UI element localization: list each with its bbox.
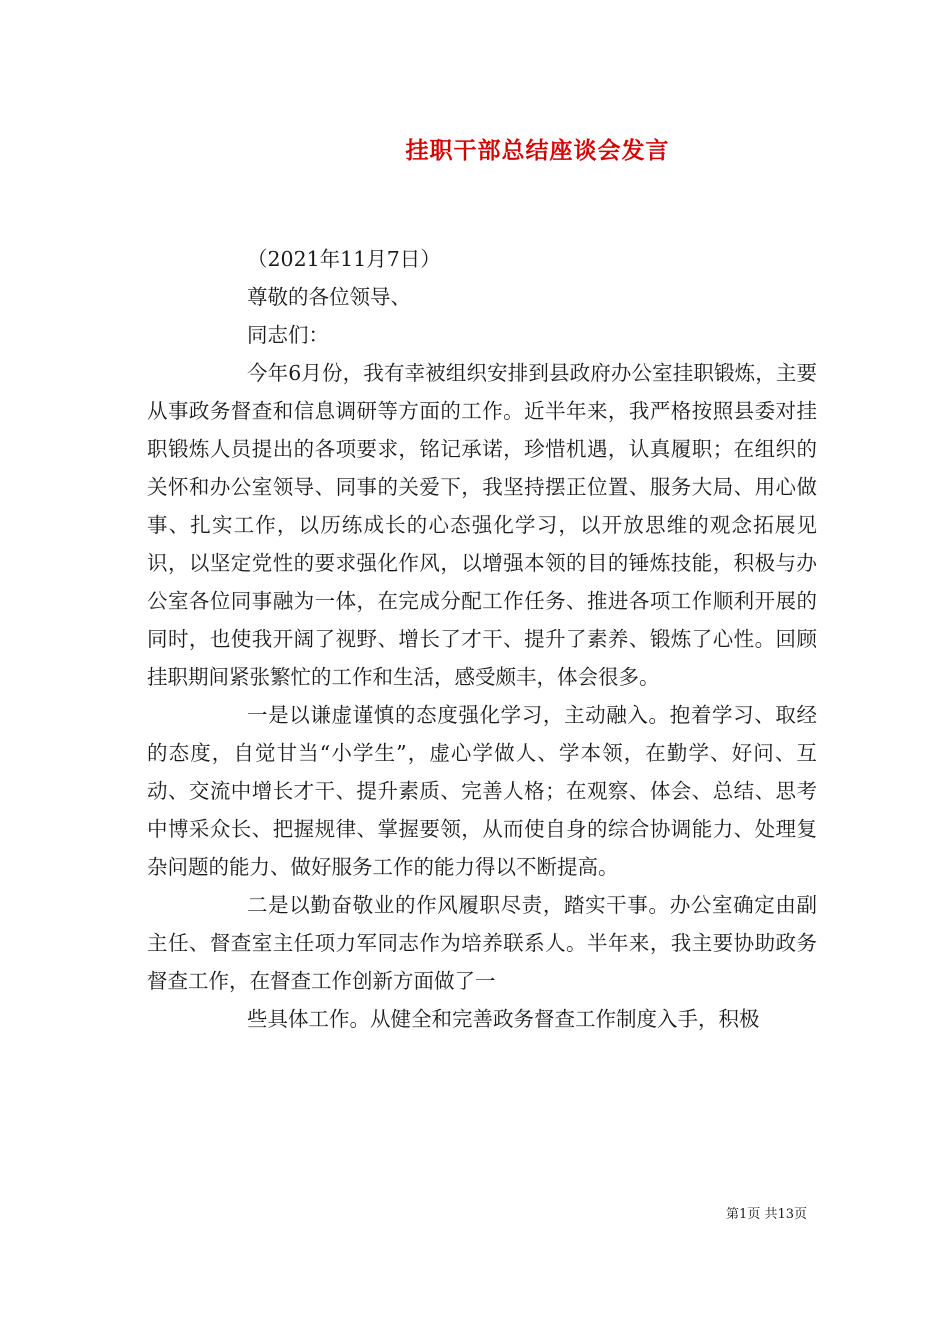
paragraph-point-two: 二是以勤奋敬业的作风履职尽责，踏实干事。办公室确定由副主任、督查室主任项力军同志作为培养联系人。半年来，我主要协助政务督查工作，在督查工作创新方面做了一 bbox=[147, 893, 817, 993]
salutation-line-2: 同志们： bbox=[247, 323, 329, 347]
date-line: （2021年11月7日） bbox=[247, 247, 441, 271]
document-title: 挂职干部总结座谈会发言 bbox=[405, 137, 670, 164]
paragraph-point-one: 一是以谦虚谨慎的态度强化学习，主动融入。抱着学习、取经的态度，自觉甘当“小学生”，虚心学做人、学本领，在勤学、好问、互动、交流中增长才干、提升素质、完善人格；在观察、体会、总结、思考中博采众长、把握规律、掌握要领，从而使自身的综合协调能力、处理复杂问题的能力、做好服务工作的能力得以不断提高。 bbox=[147, 703, 817, 879]
salutation-line-1: 尊敬的各位领导、 bbox=[247, 285, 411, 309]
paragraph-continued: 些具体工作。从健全和完善政务督查工作制度入手，积极 bbox=[247, 1007, 760, 1031]
page-number: 第1页 共13页 bbox=[726, 1207, 807, 1222]
document-body bbox=[147, 240, 817, 1038]
paragraph-intro: 今年6月份，我有幸被组织安排到县政府办公室挂职锻炼，主要从事政务督查和信息调研等方面的工作。近半年来，我严格按照县委对挂职锻炼人员提出的各项要求，铭记承诺，珍惜机遇，认真履职；在组织的关怀和办公室领导、同事的关爱下，我坚持摆正位置、服务大局、用心做事、扎实工作，以历练成长的心态强化学习，以开放思维的观念拓展见识，以坚定党性的要求强化作风，以增强本领的目的锤炼技能，积极与办公室各位同事融为一体，在完成分配工作任务、推进各项工作顺利开展的同时，也使我开阔了视野、增长了才干、提升了素养、锻炼了心性。回顾挂职期间紧张繁忙的工作和生活，感受颇丰，体会很多。 bbox=[147, 361, 817, 689]
